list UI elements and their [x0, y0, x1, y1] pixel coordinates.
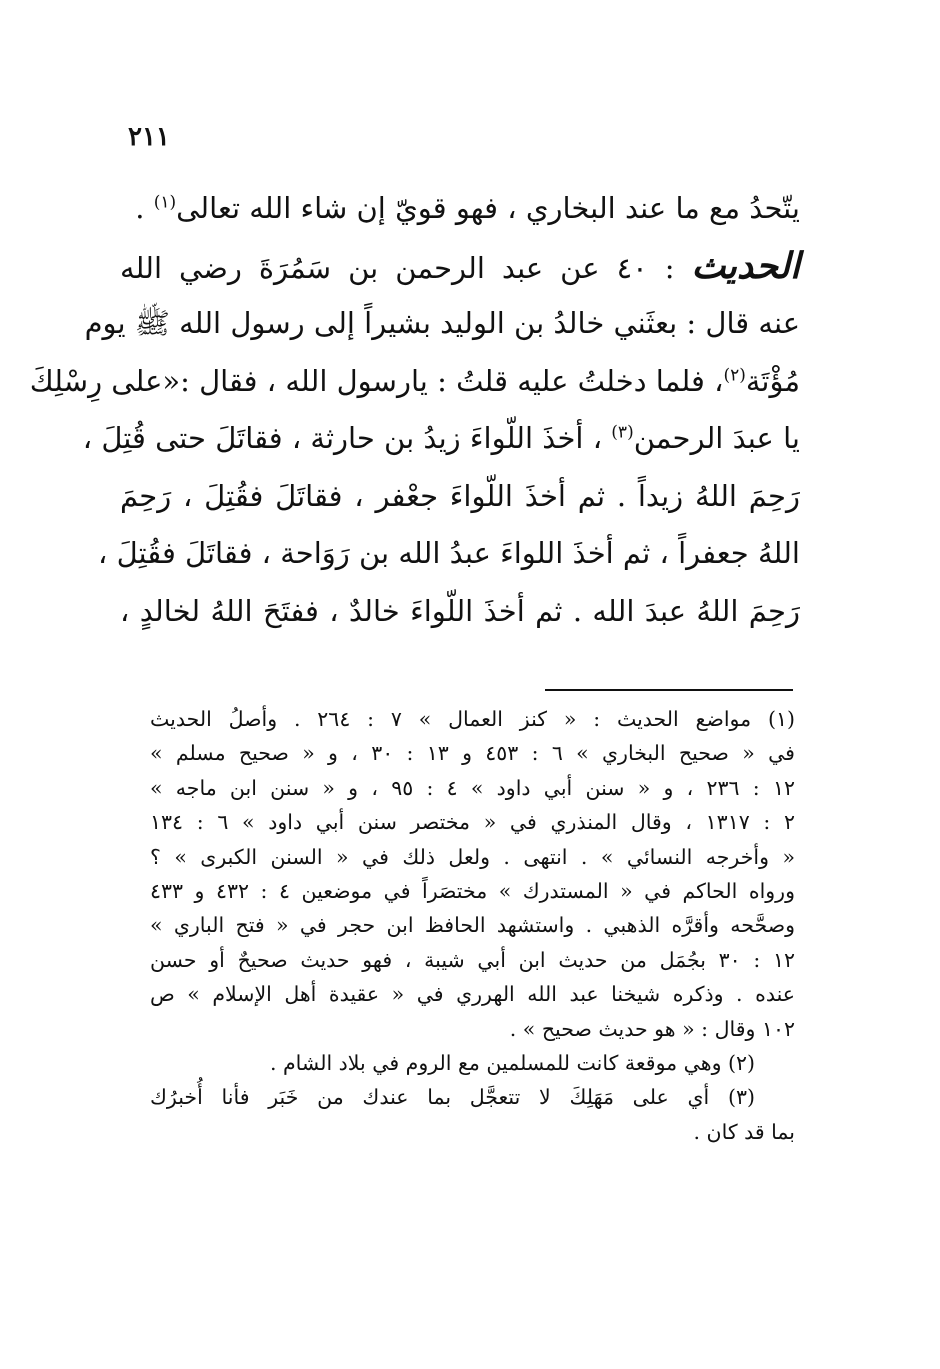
main-line-4-text: ، فلما دخلتُ عليه قلتُ : يارسول الله ، فقال :«على رِسْلِكَ: [29, 363, 724, 398]
footnote-ref-1: (١): [153, 192, 177, 213]
main-line-5: [82, 410, 800, 468]
main-text: [29, 180, 800, 640]
main-line-4: [29, 353, 800, 411]
footnote-line: ١٢ : ٣٠ بجُمَل من حديث ابن أبي شيبة ، فهو حديث صحيحٌ أو حسن: [150, 947, 795, 972]
main-line-8: رَحِمَ اللهُ عبدَ الله . ثم أخذَ اللّواءَ خالدٌ ، ففتَحَ اللهُ لخالدٍ ،: [120, 593, 800, 628]
main-line-6: رَحِمَ اللهُ زيداً . ثم أخذَ اللّواءَ جعْفر ، فقاتَلَ فقُتِلَ ، رَحِمَ: [120, 478, 800, 513]
footnote-separator: [545, 689, 793, 691]
footnote-line: عنده . وذكره شيخنا عبد الله الهرري في « عقيدة أهل الإسلام » ص: [150, 982, 795, 1007]
footnote-line: في « صحيح البخاري » ٦ : ٤٥٣ و ١٣ : ٣٠ ، و « صحيح مسلم »: [150, 741, 795, 766]
main-line-5-start: يا عبدَ الرحمن: [633, 421, 800, 455]
main-line-7: اللهُ جعفراً ، ثم أخذَ اللواءَ عبدُ الله بن رَوَاحة ، فقاتَلَ فقُتِلَ ،: [97, 536, 800, 570]
hadith-label: الحديث: [691, 244, 800, 287]
footnote-line: (١) مواضع الحديث : « كنز العمال » ٧ : ٢٦٤ . وأصلُ الحديث: [150, 707, 795, 731]
main-line-1-text: يتّحدُ مع ما عند البخاري ، فهو قويّ إن شاء الله تعالى: [176, 191, 800, 225]
footnote-line: ٢ : ١٣١٧ ، وقال المنذري في « مختصر سنن أبي داود » ٦ : ١٣٤: [150, 810, 795, 835]
main-line-2: [120, 238, 800, 296]
footnote-line: « وأخرجه النسائي » . انتهى . ولعل ذلك في « السنن الكبرى » ؟: [150, 844, 795, 869]
main-line-1-end: .: [135, 191, 154, 225]
footnotes: [150, 702, 795, 1149]
page-number: ٢١١: [128, 122, 170, 152]
footnote-line: وصحَّحه وأقرَّه الذهبي . واستشهد الحافظ ابن حجر في « فتح الباري »: [150, 913, 795, 938]
main-line-4-start: مُؤْتَة: [745, 363, 800, 398]
main-line-5-text: ، أخذَ اللّواءَ زيدُ بن حارثة ، فقاتَلَ حتى قُتِلَ ،: [82, 421, 612, 455]
footnote-line: (٣) أي على مَهَلِكَ لا تتعجَّل بما عندك من خَبَر فأنا أُخبرُك: [150, 1085, 756, 1110]
main-line-3: عنه قال : بعثَني خالدُ بن الوليد بشيراً إلى رسول الله ﷺ يوم: [84, 306, 800, 340]
footnote-line: ورواه الحاكم في « المستدرك » مختصَراً في موضعين ٤ : ٤٣٢ و ٤٣٣: [150, 878, 795, 903]
main-line-1: [120, 180, 800, 238]
footnote-ref-2: (٢): [723, 364, 746, 385]
footnote-line: ١٠٢ وقال : « هو حديث صحيح » .: [509, 1016, 795, 1041]
footnote-line: بما قد كان .: [693, 1119, 795, 1144]
footnote-line: ١٢ : ٢٣٦ ، و « سنن أبي داود » ٤ : ٩٥ ، و « سنن ابن ماجه »: [150, 775, 795, 800]
main-line-2-text: : ٤٠ عن عبد الرحمن بن سَمُرَةَ رضي الله: [120, 250, 692, 285]
footnote-line: (٢) وهي موقعة كانت للمسلمين مع الروم في بلاد الشام .: [269, 1050, 755, 1075]
footnote-ref-3: (٣): [611, 422, 634, 443]
